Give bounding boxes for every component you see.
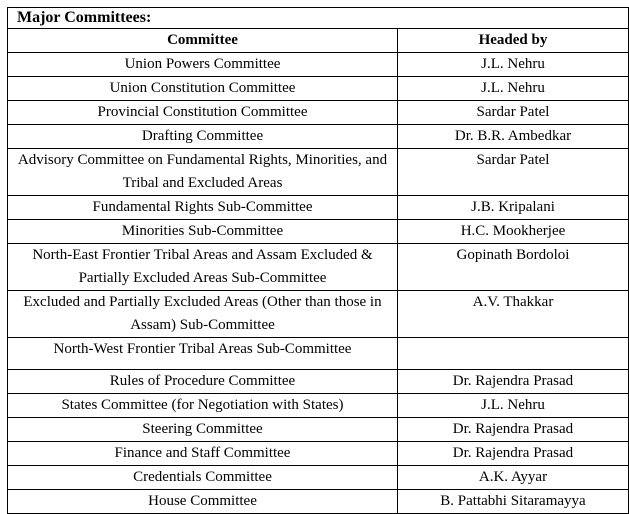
table-row [8, 101, 629, 125]
headed-by-cell: J.L. Nehru [398, 53, 629, 77]
table-row [8, 394, 629, 418]
table-row [8, 338, 629, 370]
column-header-headed-by: Headed by [398, 29, 629, 53]
title-row [8, 8, 629, 29]
committee-cell: North-East Frontier Tribal Areas and Assam Excluded & Partially Excluded Areas Sub-Committee [8, 244, 398, 291]
committee-cell: Steering Committee [8, 418, 398, 442]
table-row [8, 220, 629, 244]
table-row [8, 370, 629, 394]
table-row [8, 490, 629, 514]
headed-by-cell: Sardar Patel [398, 101, 629, 125]
committee-cell: Minorities Sub-Committee [8, 220, 398, 244]
headed-by-cell: Sardar Patel [398, 149, 629, 196]
table-row [8, 442, 629, 466]
committee-cell: Drafting Committee [8, 125, 398, 149]
headed-by-cell: B. Pattabhi Sitaramayya [398, 490, 629, 514]
table-title: Major Committees: [8, 8, 629, 29]
table-row [8, 291, 629, 338]
table-row [8, 77, 629, 101]
committee-cell: North-West Frontier Tribal Areas Sub-Committee [8, 338, 398, 370]
headed-by-cell: A.V. Thakkar [398, 291, 629, 338]
table-row [8, 196, 629, 220]
committees-table [7, 7, 629, 514]
headed-by-cell: J.L. Nehru [398, 394, 629, 418]
table-row [8, 149, 629, 196]
headed-by-cell: Gopinath Bordoloi [398, 244, 629, 291]
table-body [8, 53, 629, 514]
committee-cell: Credentials Committee [8, 466, 398, 490]
headed-by-cell: J.L. Nehru [398, 77, 629, 101]
table-row [8, 244, 629, 291]
committee-cell: Union Powers Committee [8, 53, 398, 77]
headed-by-cell: A.K. Ayyar [398, 466, 629, 490]
committee-cell: Finance and Staff Committee [8, 442, 398, 466]
headed-by-cell: Dr. B.R. Ambedkar [398, 125, 629, 149]
table-row [8, 418, 629, 442]
headed-by-cell: Dr. Rajendra Prasad [398, 370, 629, 394]
committee-cell: States Committee (for Negotiation with States) [8, 394, 398, 418]
headed-by-cell: H.C. Mookherjee [398, 220, 629, 244]
committee-cell: Excluded and Partially Excluded Areas (Other than those in Assam) Sub-Committee [8, 291, 398, 338]
headed-by-cell [398, 338, 629, 370]
header-row [8, 29, 629, 53]
committee-cell: Union Constitution Committee [8, 77, 398, 101]
table-row [8, 466, 629, 490]
committee-cell: Rules of Procedure Committee [8, 370, 398, 394]
table-row [8, 125, 629, 149]
committee-cell: House Committee [8, 490, 398, 514]
committee-cell: Fundamental Rights Sub-Committee [8, 196, 398, 220]
table-row [8, 53, 629, 77]
column-header-committee: Committee [8, 29, 398, 53]
headed-by-cell: Dr. Rajendra Prasad [398, 442, 629, 466]
committee-cell: Provincial Constitution Committee [8, 101, 398, 125]
headed-by-cell: Dr. Rajendra Prasad [398, 418, 629, 442]
document [7, 7, 628, 514]
committee-cell: Advisory Committee on Fundamental Rights, Minorities, and Tribal and Excluded Areas [8, 149, 398, 196]
headed-by-cell: J.B. Kripalani [398, 196, 629, 220]
